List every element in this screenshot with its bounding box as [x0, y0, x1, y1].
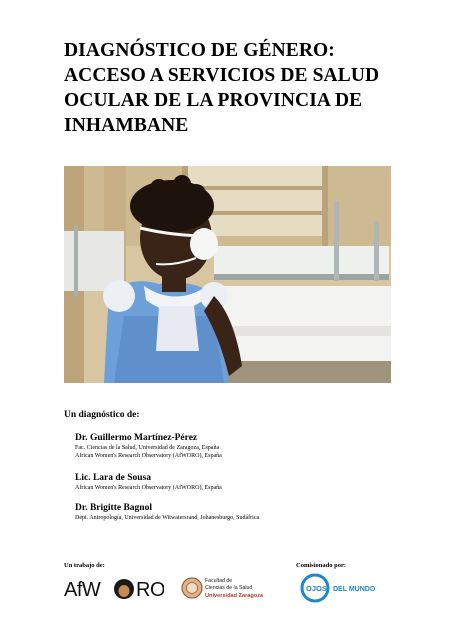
author-affiliation: African Women's Research Observatory (AfWORO), España	[75, 453, 222, 459]
work-by-label: Un trabajo de:	[64, 562, 105, 569]
afworo-logo-right-text: RO	[136, 579, 164, 601]
document-title	[64, 38, 394, 138]
commissioned-by-label: Comisionado por:	[296, 562, 347, 569]
afworo-logo	[64, 574, 164, 602]
zaragoza-line1: Facultad de	[205, 578, 233, 584]
author-block	[75, 502, 259, 522]
ojos-del-mundo-logo	[300, 573, 380, 603]
photo-girl-eye-patch-icon	[64, 166, 391, 383]
author-affiliation: Fac. Ciencias de la Salud, Universidad de Zaragoza, España	[75, 445, 220, 451]
title-line: INHAMBANE	[64, 115, 189, 136]
author-name: Lic. Lara de Sousa	[75, 473, 152, 483]
ojos-text: OJOS	[306, 584, 327, 593]
zaragoza-line2: Ciencias de la Salud	[205, 585, 253, 591]
title-line: DIAGNÓSTICO DE GÉNERO:	[64, 40, 335, 61]
title-line: ACCESO A SERVICIOS DE SALUD	[64, 65, 380, 86]
diagnosis-label: Un diagnóstico de:	[64, 410, 140, 420]
author-name: Dr. Brigitte Bagnol	[75, 503, 152, 513]
author-block	[75, 472, 222, 492]
afworo-logo-left-text: AfW	[64, 579, 101, 601]
zaragoza-line3: Universidad Zaragoza	[205, 593, 264, 599]
author-block	[75, 432, 222, 460]
zaragoza-logo	[181, 572, 267, 606]
author-name: Dr. Guillermo Martínez-Pérez	[75, 433, 198, 443]
cover-photo	[64, 166, 391, 383]
author-affiliation: African Women's Research Observatory (AfWORO), España	[75, 485, 222, 491]
del-mundo-text: DEL MUNDO	[333, 586, 376, 593]
title-line: OCULAR DE LA PROVINCIA DE	[64, 90, 363, 111]
author-affiliation: Dept. Antropología, Universidad de Witwatersrand, Johanesburgo, Sudáfrica	[75, 515, 260, 521]
